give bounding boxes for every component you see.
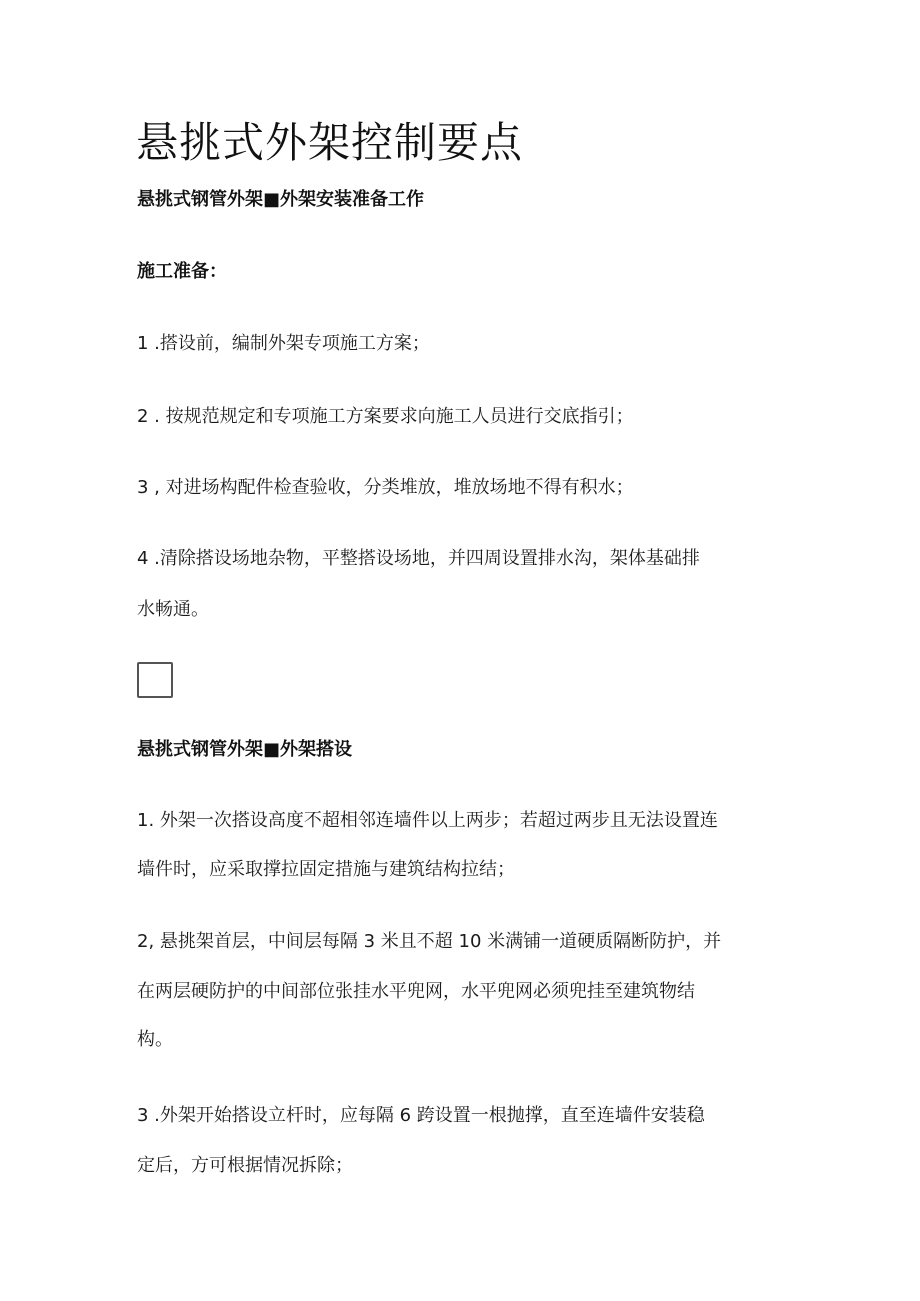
erection-item-1-continued: 墙件时，应采取撑拉固定措施与建筑结构拉结； bbox=[137, 859, 515, 880]
section-heading-erection: 悬挑式钢管外架■外架搭设 bbox=[137, 739, 353, 760]
preparation-item-4: 4 .清除搭设场地杂物，平整搭设场地，并四周设置排水沟，架体基础排 bbox=[137, 548, 700, 569]
erection-item-1: 1. 外架一次搭设高度不超相邻连墙件以上两步；若超过两步且无法设置连 bbox=[137, 810, 718, 831]
subheading-construction-preparation: 施工准备： bbox=[137, 261, 227, 282]
erection-item-2-continued: 在两层硬防护的中间部位张挂水平兜网，水平兜网必须兜挂至建筑物结 bbox=[137, 981, 695, 1002]
preparation-item-2: 2 . 按规范规定和专项施工方案要求向施工人员进行交底指引； bbox=[137, 406, 634, 427]
erection-item-2-end: 构。 bbox=[137, 1029, 173, 1050]
preparation-item-3: 3 , 对进场构配件检查验收，分类堆放，堆放场地不得有积水； bbox=[137, 477, 634, 498]
section-heading-preparation: 悬挑式钢管外架■外架安装准备工作 bbox=[137, 189, 425, 210]
erection-item-2: 2, 悬挑架首层，中间层每隔 3 米且不超 10 米满铺一道硬质隔断防护，并 bbox=[137, 931, 722, 952]
erection-item-3-continued: 定后，方可根据情况拆除； bbox=[137, 1155, 353, 1176]
preparation-item-1: 1 .搭设前，编制外架专项施工方案； bbox=[137, 333, 430, 354]
erection-item-3: 3 .外架开始搭设立杆时，应每隔 6 跨设置一根抛撑，直至连墙件安装稳 bbox=[137, 1105, 705, 1126]
checkbox[interactable] bbox=[137, 662, 173, 698]
document-title: 悬挑式外架控制要点 bbox=[136, 118, 524, 167]
preparation-item-4-continued: 水畅通。 bbox=[137, 599, 209, 620]
